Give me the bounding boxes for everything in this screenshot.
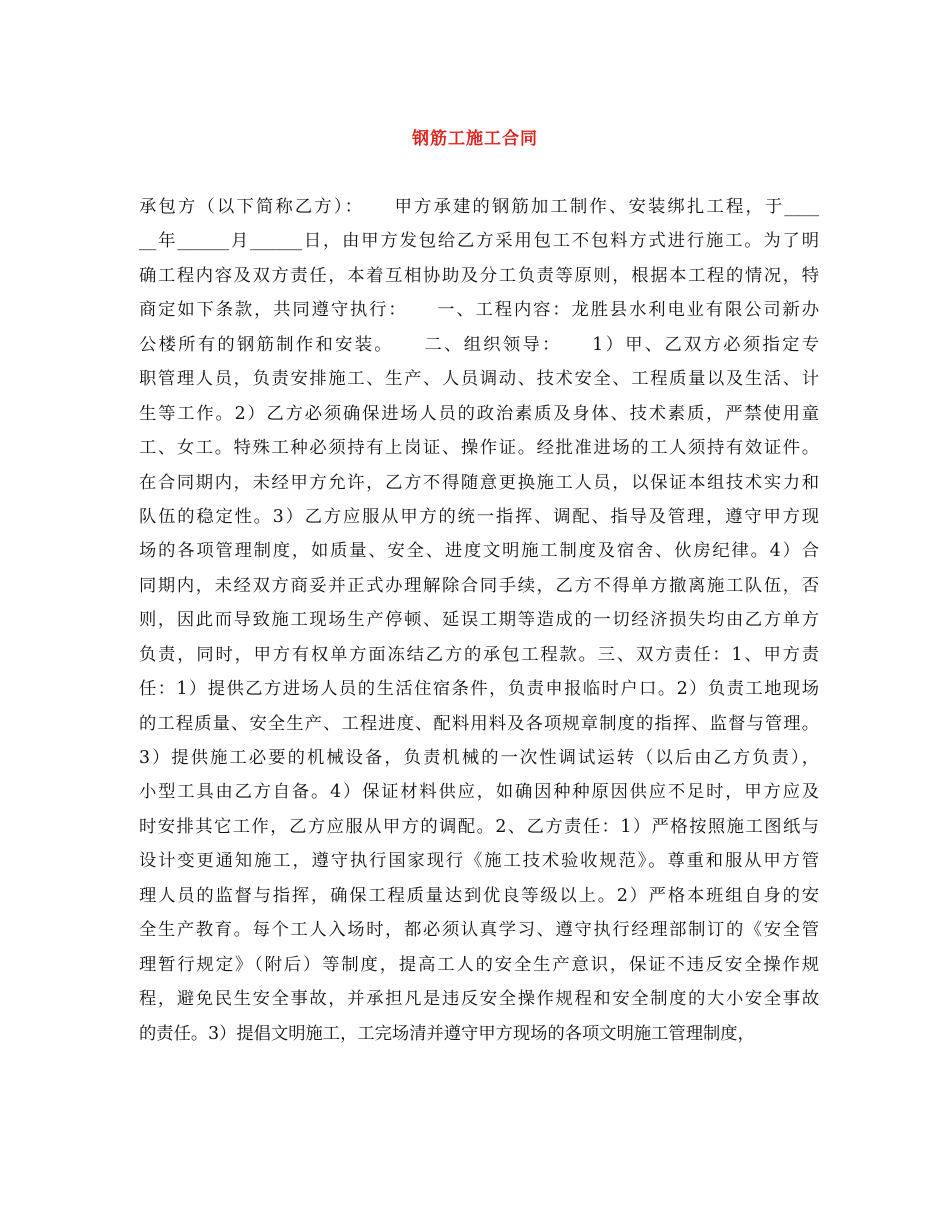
text-line: 3）提供施工必要的机械设备，负责机械的一次性调试运转（以后由乙方负责）， [139, 748, 819, 768]
text-line: 场的各项管理制度，如质量、安全、进度文明施工制度及宿舍、伙房纪律。4）合 [139, 541, 819, 562]
text-line: 的工程质量、安全生产、工程进度、配料用料及各项规章制度的指挥、监督与管理。 [139, 713, 819, 734]
text-line: 任：1）提供乙方进场人员的生活住宿条件，负责申报临时户口。2）负责工地现场 [139, 679, 819, 700]
text-line: 理人员的监督与指挥，确保工程质量达到优良等级以上。2）严格本班组自身的安 [139, 885, 819, 906]
document-title: 钢筋工施工合同 [412, 129, 538, 149]
text-line: 承包方（以下简称乙方）： 甲方承建的钢筋加工制作、安装绑扎工程，于____ [139, 197, 819, 217]
text-line: 全生产教育。每个工人入场时，都必须认真学习、遵守执行经理部制订的《安全管 [139, 920, 819, 941]
text-line: 则，因此而导致施工现场生产停顿、延误工期等造成的一切经济损失均由乙方单方 [139, 610, 819, 631]
text-line: 商定如下条款，共同遵守执行： 一、工程内容：龙胜县水利电业有限公司新办 [139, 300, 819, 321]
text-line: 确工程内容及双方责任，本着互相协助及分工负责等原则，根据本工程的情况，特 [139, 265, 819, 286]
text-line: 程，避免民生安全事故，并承担凡是违反安全操作规程和安全制度的大小安全事故 [139, 989, 819, 1010]
text-line: 理暂行规定》（附后）等制度，提高工人的安全生产意识，保证不违反安全操作规 [139, 954, 819, 975]
text-line: 负责，同时，甲方有权单方面冻结乙方的承包工程款。三、双方责任：1、甲方责 [139, 644, 819, 665]
text-line: 设计变更通知施工，遵守执行国家现行《施工技术验收规范》。尊重和服从甲方管 [139, 851, 819, 872]
text-line: __年______月______日，由甲方发包给乙方采用包工不包料方式进行施工。为了明 [139, 231, 819, 252]
text-line: 时安排其它工作，乙方应服从甲方的调配。2、乙方责任：1）严格按照施工图纸与 [139, 816, 819, 837]
text-line: 小型工具由乙方自备。4）保证材料供应，如确因种种原因供应不足时，甲方应及 [139, 782, 819, 803]
text-line: 同期内，未经双方商妥并正式办理解除合同手续，乙方不得单方撤离施工队伍，否 [139, 575, 819, 596]
text-line: 公楼所有的钢筋制作和安装。 二、组织领导： 1）甲、乙双方必须指定专 [139, 334, 819, 355]
text-line: 的责任。3）提倡文明施工，工完场清并遵守甲方现场的各项文明施工管理制度， [139, 1023, 755, 1044]
text-line: 队伍的稳定性。3）乙方应服从甲方的统一指挥、调配、指导及管理，遵守甲方现 [139, 506, 819, 527]
text-line: 工、女工。特殊工种必须持有上岗证、操作证。经批准进场的工人须持有效证件。 [139, 438, 819, 459]
contract-body [139, 190, 819, 1051]
text-line: 生等工作。2）乙方必须确保进场人员的政治素质及身体、技术素质，严禁使用童 [139, 403, 819, 424]
text-line: 在合同期内，未经甲方允许，乙方不得随意更换施工人员，以保证本组技术实力和 [139, 472, 819, 493]
text-line: 职管理人员，负责安排施工、生产、人员调动、技术安全、工程质量以及生活、计 [139, 369, 819, 390]
